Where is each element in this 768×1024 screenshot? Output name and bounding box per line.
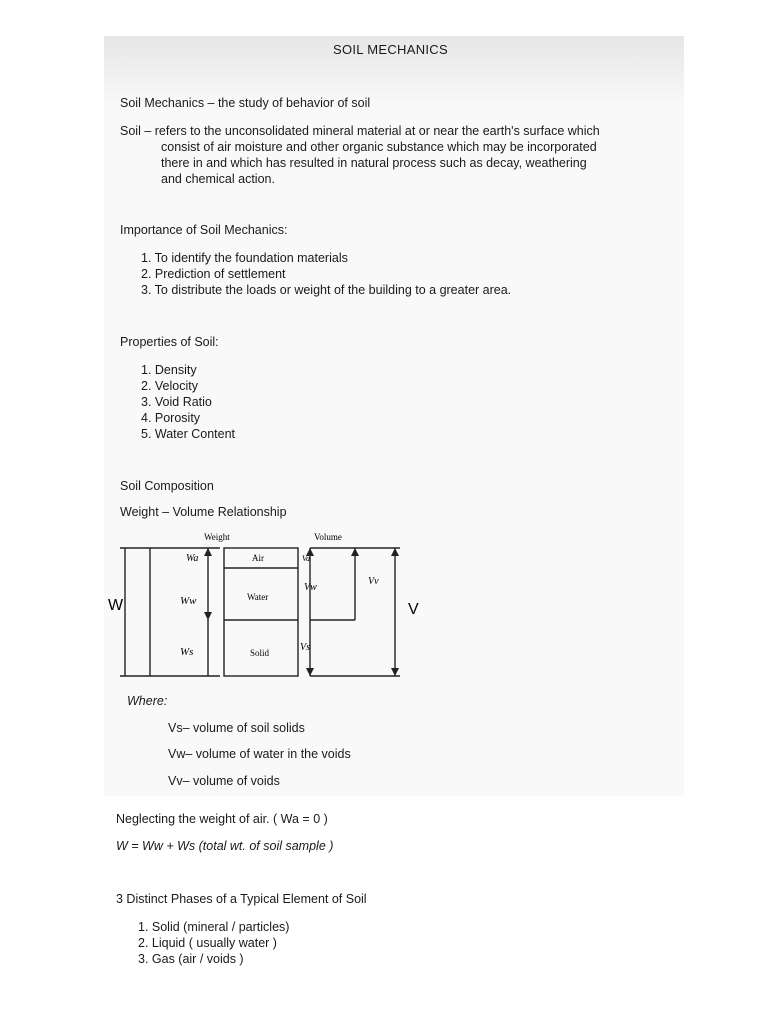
importance-list	[141, 250, 511, 298]
soil-definition-continued	[161, 139, 597, 187]
list-item: 5. Water Content	[141, 427, 236, 441]
arrowheads	[204, 548, 399, 676]
composition-heading: Soil Composition	[120, 479, 214, 493]
list-item: 2. Liquid ( usually water )	[138, 936, 277, 950]
label-v-total: V	[408, 601, 419, 618]
list-item: 1. To identify the foundation materials	[141, 251, 348, 265]
list-item: 3. Void Ratio	[141, 395, 212, 409]
label-solid: Solid	[250, 648, 270, 658]
importance-heading: Importance of Soil Mechanics:	[120, 223, 288, 237]
label-air: Air	[252, 553, 264, 563]
soil-definition-line: Soil – refers to the unconsolidated mineral material at or near the earth's surface which	[120, 124, 600, 138]
list-item: 4. Porosity	[141, 411, 201, 425]
list-item: 3. Gas (air / voids )	[138, 952, 244, 966]
soil-line: and chemical action.	[161, 172, 275, 186]
where-item: Vv– volume of voids	[168, 774, 280, 788]
label-wa: Wa	[186, 553, 199, 564]
list-item: 1. Solid (mineral / particles)	[138, 920, 290, 934]
page-title: SOIL MECHANICS	[333, 42, 448, 57]
label-vv: Vv	[368, 576, 379, 587]
weight-formula: W = Ww + Ws (total wt. of soil sample )	[116, 839, 334, 853]
composition-subheading: Weight – Volume Relationship	[120, 505, 287, 519]
label-water: Water	[247, 592, 269, 602]
label-vw: Vw	[304, 582, 317, 593]
volume-header: Volume	[314, 532, 342, 542]
soil-line: there in and which has resulted in natural process such as decay, weathering	[161, 156, 587, 170]
definition-line: Soil Mechanics – the study of behavior of soil	[120, 96, 371, 110]
label-ww: Ww	[180, 595, 197, 607]
label-w-total: W	[108, 597, 124, 614]
label-vs: Vs	[300, 642, 310, 653]
phase-diagram	[100, 528, 440, 688]
label-va: Va	[302, 554, 310, 563]
where-item: Vw– volume of water in the voids	[168, 747, 351, 761]
list-item: 2. Prediction of settlement	[141, 267, 286, 281]
where-item: Vs– volume of soil solids	[168, 721, 305, 735]
list-item: 1. Density	[141, 363, 197, 377]
properties-heading: Properties of Soil:	[120, 335, 219, 349]
neglect-text: Neglecting the weight of air. ( Wa = 0 )	[116, 812, 328, 826]
weight-header: Weight	[204, 532, 230, 542]
list-item: 3. To distribute the loads or weight of the building to a greater area.	[141, 283, 512, 297]
properties-list	[141, 362, 235, 442]
soil-line: consist of air moisture and other organic substance which may be incorporated	[161, 140, 597, 154]
phases-heading: 3 Distinct Phases of a Typical Element of Soil	[116, 892, 367, 906]
list-item: 2. Velocity	[141, 379, 198, 393]
where-heading: Where:	[127, 694, 168, 708]
label-ws: Ws	[180, 646, 194, 658]
phases-list	[138, 919, 289, 967]
